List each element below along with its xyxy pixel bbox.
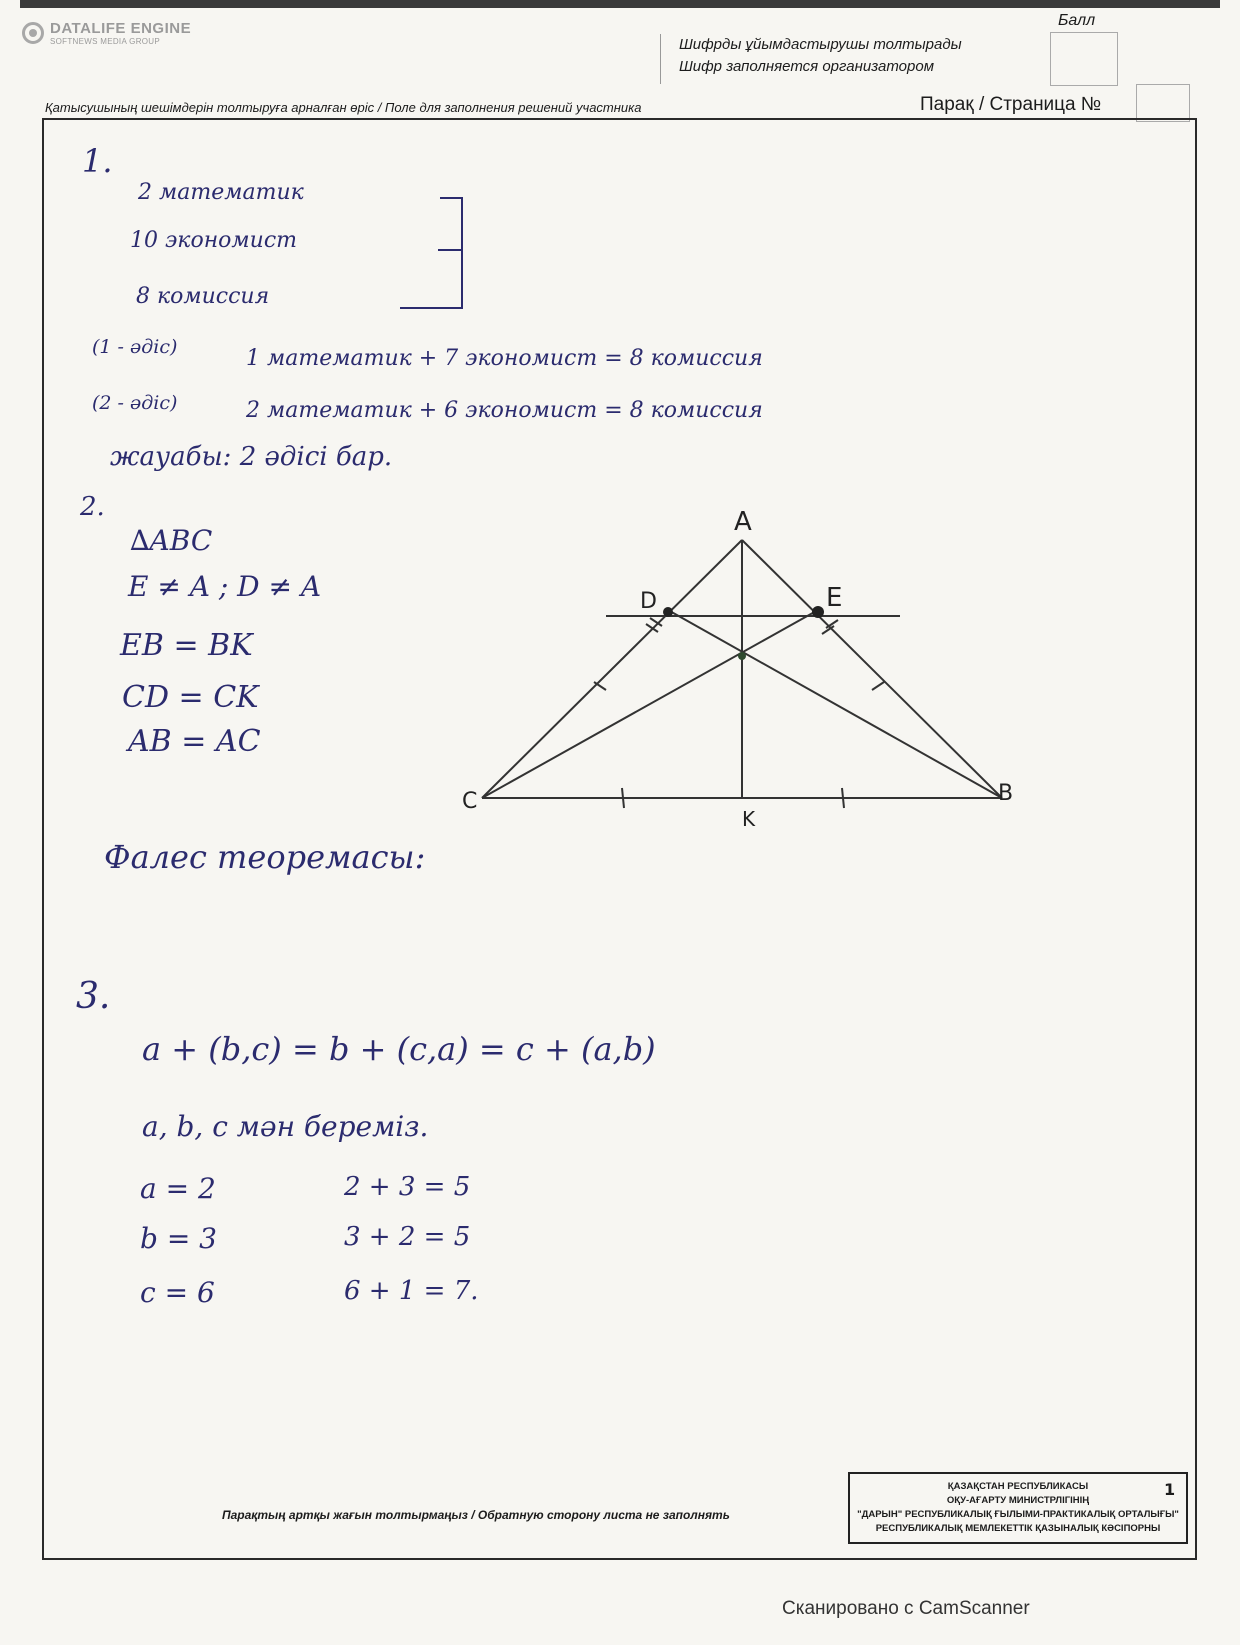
segment-ce <box>482 610 818 798</box>
assign-a: a = 2 <box>140 1172 216 1205</box>
problem3-instruction: a, b, c мән береміз. <box>142 1110 429 1143</box>
check-2: 3 + 2 = 5 <box>344 1222 471 1252</box>
problem1-brace <box>400 198 462 308</box>
label-c: C <box>462 789 478 814</box>
side-ab <box>742 540 1002 798</box>
scanner-watermark: Сканировано с CamScanner <box>782 1598 1030 1619</box>
check-1: 2 + 3 = 5 <box>344 1172 471 1202</box>
problem1-line-3: 8 комиссия <box>136 284 270 309</box>
label-k: K <box>742 807 756 831</box>
cipher-kz: Шифрды ұйымдастырушы толтырады <box>679 36 962 53</box>
field-label: Қатысушының шешімдерін толтыруға арналған өріс / Поле для заполнения решений участника <box>45 100 642 115</box>
problem2-line-2: E ≠ A ; D ≠ A <box>128 570 322 603</box>
stamp-line-1: ҚАЗАҚСТАН РЕСПУБЛИКАСЫ <box>947 1481 1089 1492</box>
label-b: B <box>998 781 1014 806</box>
score-label: Балл <box>1058 12 1096 29</box>
problem2-theorem: Фалес теоремасы: <box>104 838 426 876</box>
label-d: D <box>640 589 657 614</box>
cipher-ru: Шифр заполняется организатором <box>679 58 934 75</box>
problem1-line-1: 2 математик <box>138 180 304 205</box>
assign-b: b = 3 <box>140 1222 217 1255</box>
triangle-figure <box>482 540 1002 808</box>
logo-sub: SOFTNEWS MEDIA GROUP <box>50 37 161 46</box>
logo-name: DATALIFE ENGINE <box>50 20 192 37</box>
footer-note: Парақтың артқы жағын толтырмаңыз / Обратную сторону листа не заполнять <box>222 1508 730 1522</box>
problem2-number: 2. <box>80 492 105 522</box>
point-intersection <box>738 652 746 660</box>
label-e: E <box>826 583 843 613</box>
method1-text: 1 математик + 7 экономист = 8 комиссия <box>246 346 763 371</box>
problem2-line-5: AB = AC <box>128 724 261 759</box>
page-label: Парақ / Страница № <box>920 94 1102 115</box>
method2-tag: (2 - әдіс) <box>92 392 178 414</box>
method1-tag: (1 - әдіс) <box>92 336 178 358</box>
problem1-line-2: 10 экономист <box>130 228 298 253</box>
problem3-equation: a + (b,c) = b + (c,a) = c + (a,b) <box>142 1030 656 1068</box>
method2-text: 2 математик + 6 экономист = 8 комиссия <box>246 398 763 423</box>
point-e <box>812 606 824 618</box>
point-d <box>663 607 673 617</box>
organization-stamp <box>848 1472 1188 1544</box>
page-number: 1 <box>1164 1480 1176 1499</box>
stamp-line-3: "ДАРЫН" РЕСПУБЛИКАЛЫҚ ҒЫЛЫМИ-ПРАКТИКАЛЫҚ ОРТАЛЫҒЫ" <box>857 1509 1179 1520</box>
segment-bd <box>668 610 1002 798</box>
problem2-line-4: CD = CK <box>122 680 259 715</box>
stamp-line-2: ОҚУ-АҒАРТУ МИНИСТРЛІГІНІҢ <box>946 1495 1090 1506</box>
side-ac <box>482 540 742 798</box>
problem1-answer: жауабы: 2 әдісі бар. <box>110 442 393 472</box>
assign-c: c = 6 <box>140 1276 215 1309</box>
problem2-line-1: ∆ABC <box>130 524 213 557</box>
problem3-number: 3. <box>76 976 111 1017</box>
stamp-line-4: РЕСПУБЛИКАЛЫҚ МЕМЛЕКЕТТІК ҚАЗЫНАЛЫҚ КӘСІПОРНЫ <box>875 1523 1161 1534</box>
problem2-line-3: EB = BK <box>120 628 253 663</box>
check-3: 6 + 1 = 7. <box>344 1276 479 1306</box>
label-a: A <box>734 507 752 537</box>
problem1-number: 1. <box>82 142 113 180</box>
